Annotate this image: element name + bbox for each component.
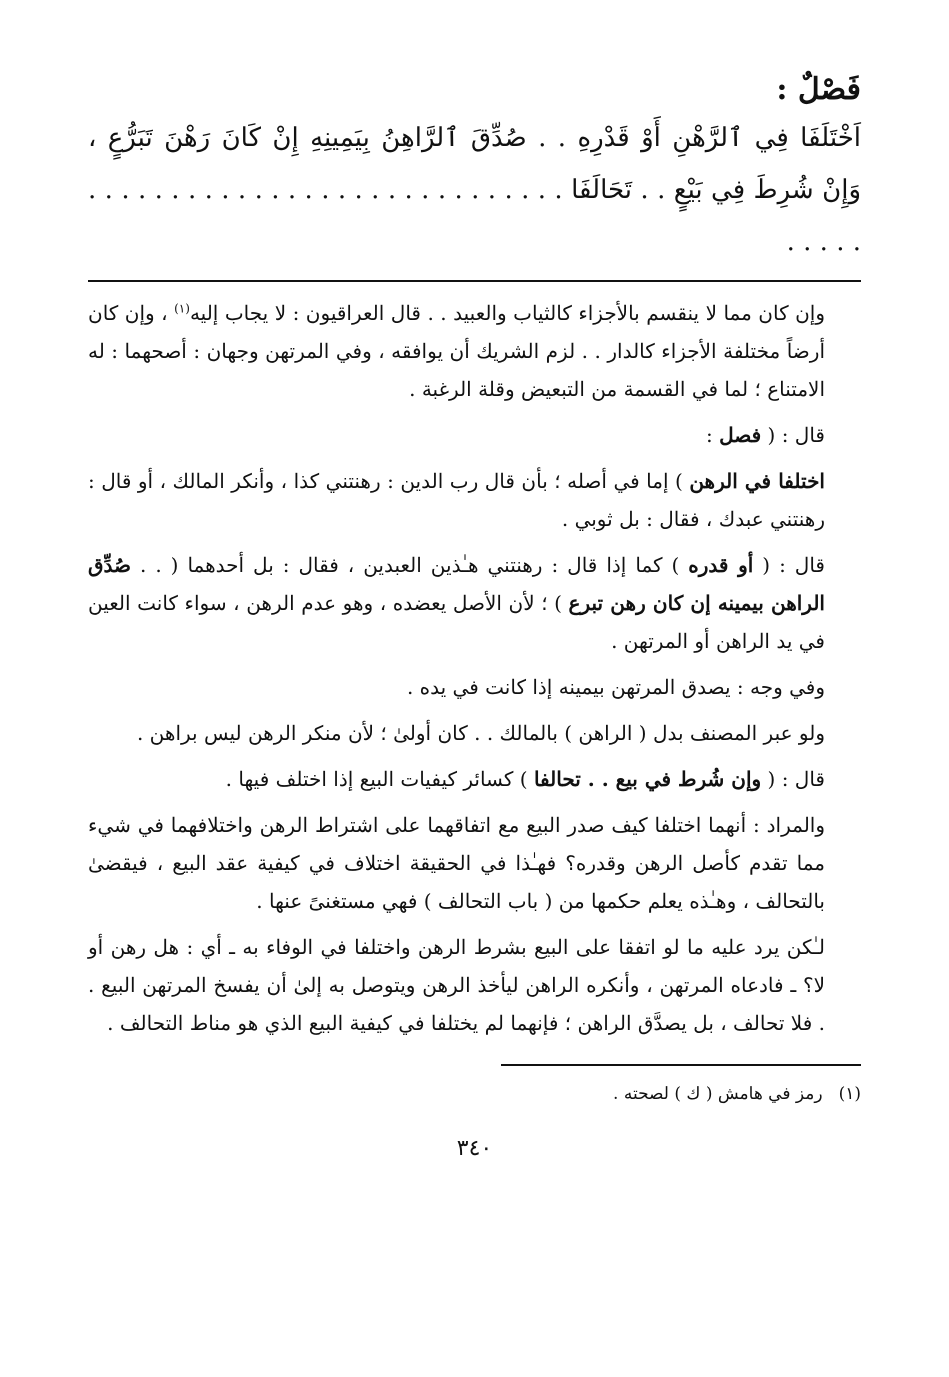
paragraph-text: ) كما إذا قال : رهنتني هـٰذين العبدين ، فقال : بل أحدهما ( . . — [131, 553, 689, 577]
quoted-matn: أو قدره — [688, 553, 754, 577]
paragraph-text: قال : ( — [761, 423, 825, 447]
paragraph-text: : — [706, 423, 720, 447]
commentary-paragraph-7 — [88, 760, 861, 798]
paragraph-text: ) كسائر كيفيات البيع إذا اختلف فيها . — [225, 767, 534, 791]
quoted-matn: صُدِّق الراهن بيمينه إن كان رهن تبرع — [88, 553, 825, 615]
footnote-divider — [501, 1064, 861, 1066]
matn-text — [88, 112, 861, 268]
matn-line-1: اَخْتَلَفَا فِي ٱلرَّهْنِ أَوْ قَدْرِهِ . . صُدِّقَ ٱلرَّاهِنُ بِيَمِينِهِ إِنْ كَانَ رَهْنَ تَبَرُّعٍ ، وَإِنْ — [88, 123, 862, 205]
commentary-paragraph-2 — [88, 416, 861, 454]
paragraph-text: قال : ( — [761, 767, 825, 791]
matn-dots: . . . . . . . . . . . . . . . . . . . . . . . . . . . . . . . . . . — [88, 175, 861, 257]
paragraph-text: ، وإن كان أرضاً مختلفة الأجزاء كالدار . . لزم الشريك أن يوافقه ، وفي المرتهن وجهان : أصحهما : له الامتناع ؛ لما في القسمة من التبعيض وقلة الرغبة . — [88, 301, 825, 401]
commentary-paragraph-5: وفي وجه : يصدق المرتهن بيمينه إذا كانت في يده . — [406, 675, 825, 699]
commentary-paragraph-4 — [88, 546, 861, 660]
section-divider — [88, 280, 861, 282]
paragraph-text: قال : ( — [753, 553, 825, 577]
footnote-marker: (١) — [174, 301, 190, 316]
commentary-paragraph-1 — [88, 294, 861, 408]
quoted-matn: وإن شُرط في بيع . . تحالفا — [533, 767, 762, 791]
matn-line-2: شُرِطَ فِي بَيْعٍ . . تَحَالَفَا — [571, 175, 814, 205]
matn-section — [88, 70, 861, 268]
commentary-paragraph-8: والمراد : أنهما اختلفا كيف صدر البيع مع اتفاقهما على اشتراط الرهن واختلافهما في شيء مما تقدم كأصل الرهن وقدره؟ فهـٰذا في الحقيقة اختلاف في كيفية عقد البيع ، فيقضىٰ بالتحالف ، وهـٰذه يعلم حكمها من ( باب التحالف ) فهي مستغنىً عنها . — [88, 813, 825, 913]
paragraph-text: وإن كان مما لا ينقسم بالأجزاء كالثياب والعبيد . . قال العراقيون : لا يجاب إليه — [189, 301, 825, 325]
footnote-number: (١) — [838, 1084, 861, 1104]
commentary-section — [88, 294, 861, 1042]
section-heading: فَصْلٌ : — [776, 72, 861, 107]
commentary-paragraph-3 — [88, 462, 861, 538]
paragraph-text: ) إما في أصله ؛ بأن قال رب الدين : رهنتني كذا ، وأنكر المالك ، أو قال : رهنتني عبدك ، فقال : بل ثوبي . — [88, 469, 825, 531]
footnote-text: رمز في هامش ( ك ) لصحته . — [613, 1084, 823, 1104]
commentary-paragraph-6: ولو عبر المصنف بدل ( الراهن ) بالمالك . . كان أولىٰ ؛ لأن منكر الرهن ليس براهن . — [136, 721, 825, 745]
quoted-matn: اختلفا في الرهن — [689, 469, 825, 493]
book-page — [88, 70, 861, 1161]
page-number: ٣٤٠ — [456, 1136, 493, 1161]
commentary-paragraph-9: لـٰكن يرد عليه ما لو اتفقا على البيع بشرط الرهن واختلفا في الوفاء به ـ أي : هل رهن أو لا؟ ـ فادعاه المرتهن ، وأنكره الراهن ليأخذ الرهن ويتوصل به إلىٰ أن يفسخ المرتهن البيع . . فلا تحالف ، بل يصدَّق الراهن ؛ فإنهما لم يختلفا في كيفية البيع الذي هو مناط التحالف . — [88, 935, 825, 1035]
footnote — [88, 1080, 861, 1108]
quoted-matn: فصل — [719, 423, 762, 447]
paragraph-text: ) ؛ لأن الأصل يعضده ، وهو عدم الرهن ، سواء كانت العين في يد الراهن أو المرتهن . — [88, 591, 825, 653]
